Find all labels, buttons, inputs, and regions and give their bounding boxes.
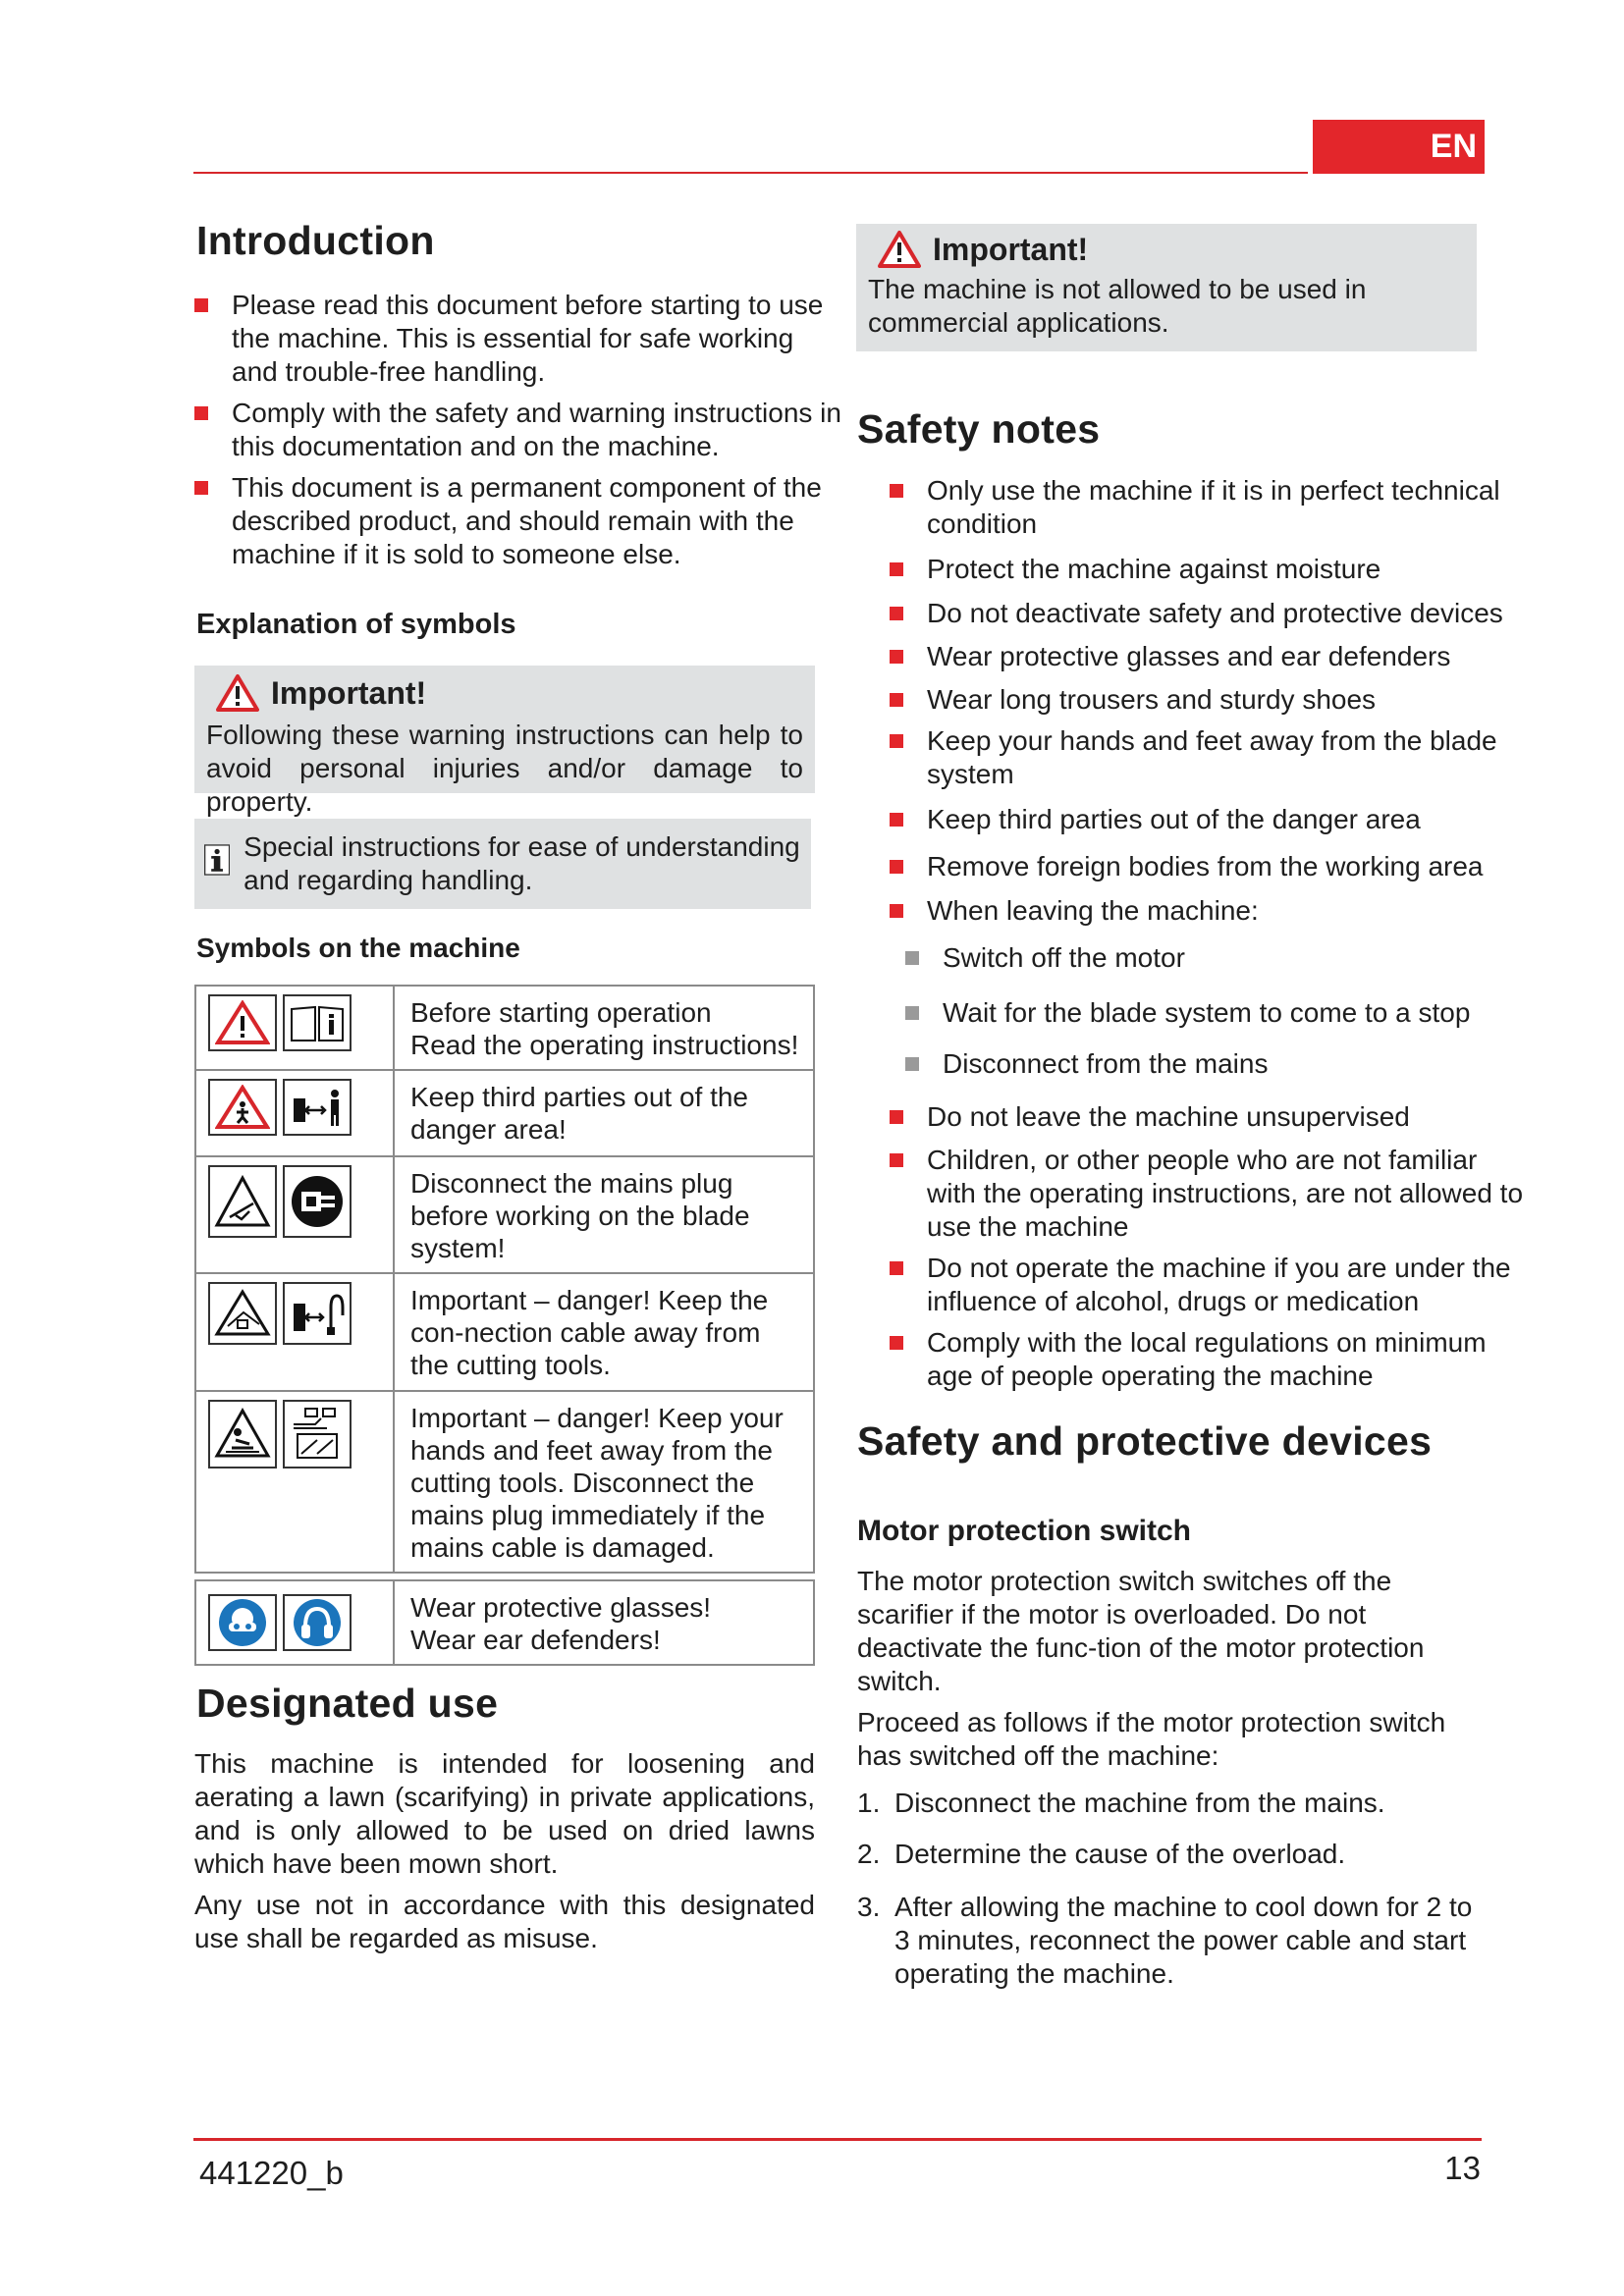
bullet-square-icon [890, 1153, 903, 1167]
bullet-text: Only use the machine if it is in perfect technical condition [927, 475, 1500, 539]
safety-bullet [890, 1100, 1528, 1134]
bullet-square-icon [905, 951, 919, 965]
step-item [857, 1838, 1486, 1871]
symbol-description [394, 1156, 814, 1273]
safety-bullet [890, 724, 1528, 791]
intro-list [194, 289, 842, 571]
bullet-text: Do not operate the machine if you are under the influence of alcohol, drugs or medication [927, 1253, 1511, 1316]
info-text: Special instructions for ease of understanding and regarding handling. [244, 831, 800, 895]
safety-notes-heading: Safety notes [857, 406, 1101, 452]
bullet-text: Wait for the blade system to come to a stop [943, 997, 1471, 1028]
warning-box [194, 666, 815, 817]
safety-subbullet [905, 996, 1528, 1030]
ppe-table [194, 1579, 815, 1666]
designated-use-paragraph: Any use not in accordance with this designated use shall be regarded as misuse. [194, 1890, 815, 1953]
manual-book-icon [283, 994, 352, 1051]
symbols-on-machine-heading: Symbols on the machine [196, 933, 520, 963]
bullet-square-icon [890, 1261, 903, 1275]
cable-distance-icon [283, 1282, 352, 1345]
symbol-text: Disconnect the mains plug before working on the blade system! [410, 1168, 750, 1263]
bullet-text: Switch off the motor [943, 942, 1185, 973]
bullet-square-icon [890, 484, 903, 498]
designated-use-paragraph: This machine is intended for loosening and aerating a lawn (scarifying) in private applications, and is only allowed to be used on dried lawns which have been mown short. [194, 1748, 815, 1879]
bullet-text: Do not deactivate safety and protective devices [927, 598, 1503, 628]
safety-subbullet [905, 1047, 1528, 1081]
warning-triangle-icon [216, 673, 259, 713]
bullet-text: Remove foreign bodies from the working area [927, 851, 1484, 881]
symbol-text: Important – danger! Keep the con-nection cable away from the cutting tools. [410, 1285, 769, 1380]
symbols-table [194, 985, 815, 1574]
protective-devices-heading: Safety and protective devices [857, 1418, 1433, 1464]
step-item [857, 1787, 1486, 1820]
bullet-square-icon [890, 607, 903, 620]
bullet-square-icon [890, 693, 903, 707]
intro-bullet [194, 289, 842, 389]
ear-defenders-icon [283, 1594, 352, 1651]
bullet-text: Please read this document before starting to use the machine. This is essential for safe working and trouble-free handling. [232, 290, 824, 387]
symbol-description [394, 986, 814, 1070]
safety-bullet [890, 850, 1528, 883]
bullet-square-icon [905, 1057, 919, 1071]
warning-triangle-icon [208, 994, 277, 1051]
unplug-icon [283, 1165, 352, 1238]
bullet-text: Protect the machine against moisture [927, 554, 1381, 584]
keep-distance-icon [283, 1079, 352, 1136]
safety-bullet [890, 1326, 1528, 1393]
bullet-text: This document is a permanent component of the described product, and should remain with the machine if it is sold to someone else. [232, 472, 822, 569]
page-number: 13 [1444, 2150, 1481, 2186]
safety-subbullet [905, 941, 1528, 975]
safety-bullet [890, 553, 1528, 586]
bullet-text: Comply with the local regulations on minimum age of people operating the machine [927, 1327, 1487, 1391]
intro-bullet [194, 397, 842, 463]
symbol-text: Before starting operation Read the operating instructions! [410, 997, 799, 1060]
language-badge: EN [1313, 120, 1485, 174]
symbol-description [394, 1580, 814, 1665]
safety-bullet [890, 640, 1528, 673]
symbol-description [394, 1391, 814, 1573]
warning-triangle-icon [878, 230, 921, 269]
bullet-text: Keep your hands and feet away from the blade system [927, 725, 1497, 789]
info-box [194, 819, 811, 909]
safety-bullet [890, 1144, 1528, 1244]
safety-notes-list [890, 474, 1528, 1393]
info-icon [204, 836, 230, 883]
cable-warning-icon [208, 1282, 277, 1345]
motor-protection-heading: Motor protection switch [857, 1515, 1191, 1547]
bystander-warning-icon [208, 1079, 277, 1136]
step-text: Determine the cause of the overload. [894, 1839, 1346, 1869]
bullet-square-icon [890, 650, 903, 664]
document-code: 441220_b [199, 2155, 344, 2191]
bullet-square-icon [890, 734, 903, 748]
protective-paragraph: The motor protection switch switches off the scarifier if the motor is overloaded. Do not deactivate the func-tion of the motor protection switch. [857, 1566, 1425, 1696]
safety-bullet [890, 1252, 1528, 1318]
bullet-text: Children, or other people who are not familiar with the operating instructions, are not allowed to use the machine [927, 1145, 1524, 1242]
designated-use-body [194, 1747, 815, 1955]
safety-bullet [890, 894, 1528, 928]
safety-bullet [890, 683, 1528, 717]
step-text: After allowing the machine to cool down for 2 to 3 minutes, reconnect the power cable and start operating the machine. [894, 1892, 1473, 1989]
introduction-heading: Introduction [196, 218, 435, 263]
symbol-description [394, 1070, 814, 1156]
bullet-square-icon [905, 1006, 919, 1020]
intro-bullet [194, 471, 842, 571]
commercial-warning-box [856, 224, 1477, 351]
bullet-square-icon [194, 481, 208, 495]
footer-rule [193, 2138, 1482, 2141]
header-rule [193, 172, 1308, 174]
designated-use-heading: Designated use [196, 1681, 499, 1726]
symbol-text: Keep third parties out of the danger area! [410, 1082, 748, 1145]
step-text: Disconnect the machine from the mains. [894, 1788, 1385, 1818]
hand-cut-warning-icon [208, 1400, 277, 1468]
bullet-text: Wear long trousers and sturdy shoes [927, 684, 1377, 715]
protective-paragraph: Proceed as follows if the motor protection switch has switched off the machine: [857, 1707, 1446, 1771]
explanation-of-symbols-heading: Explanation of symbols [196, 609, 516, 640]
protective-devices-body [857, 1565, 1486, 1991]
symbol-row [195, 1156, 814, 1273]
step-number: 3. [857, 1892, 881, 1922]
step-item [857, 1891, 1486, 1991]
damaged-cable-icon [283, 1400, 352, 1468]
steps-list [857, 1787, 1486, 1991]
symbol-row [195, 986, 814, 1070]
safety-sublist [890, 941, 1528, 1081]
bullet-square-icon [194, 406, 208, 420]
bullet-square-icon [194, 298, 208, 312]
bullet-square-icon [890, 562, 903, 576]
bullet-square-icon [890, 860, 903, 874]
symbol-row [195, 1580, 814, 1665]
warning-title: Important! [271, 674, 427, 711]
bullet-text: Wear protective glasses and ear defenders [927, 641, 1451, 671]
bullet-square-icon [890, 904, 903, 918]
blade-warning-icon [208, 1165, 277, 1238]
step-number: 2. [857, 1839, 881, 1869]
bullet-square-icon [890, 1336, 903, 1350]
symbol-row [195, 1273, 814, 1391]
bullet-square-icon [890, 1110, 903, 1124]
warning-title: Important! [933, 231, 1089, 267]
symbol-row [195, 1070, 814, 1156]
step-number: 1. [857, 1788, 881, 1818]
warning-text: Following these warning instructions can help to avoid personal injuries and/or damage to property. [206, 720, 803, 817]
safety-bullet [890, 474, 1528, 541]
warning-text: The machine is not allowed to be used in commercial applications. [868, 274, 1367, 338]
symbol-text: Wear protective glasses! Wear ear defenders! [410, 1592, 712, 1655]
safety-bullet [890, 597, 1528, 630]
bullet-square-icon [890, 813, 903, 827]
bullet-text: Disconnect from the mains [943, 1048, 1269, 1079]
symbol-description [394, 1273, 814, 1391]
safety-bullet [890, 803, 1528, 836]
bullet-text: Do not leave the machine unsupervised [927, 1101, 1410, 1132]
symbol-text: Important – danger! Keep your hands and feet away from the cutting tools. Disconnect the mains plug immediately if the mains cable is damaged. [410, 1403, 784, 1563]
bullet-text: When leaving the machine: [927, 895, 1259, 926]
safety-glasses-icon [208, 1594, 277, 1651]
symbol-row [195, 1391, 814, 1573]
bullet-text: Keep third parties out of the danger area [927, 804, 1421, 834]
bullet-text: Comply with the safety and warning instructions in this documentation and on the machine. [232, 398, 841, 461]
